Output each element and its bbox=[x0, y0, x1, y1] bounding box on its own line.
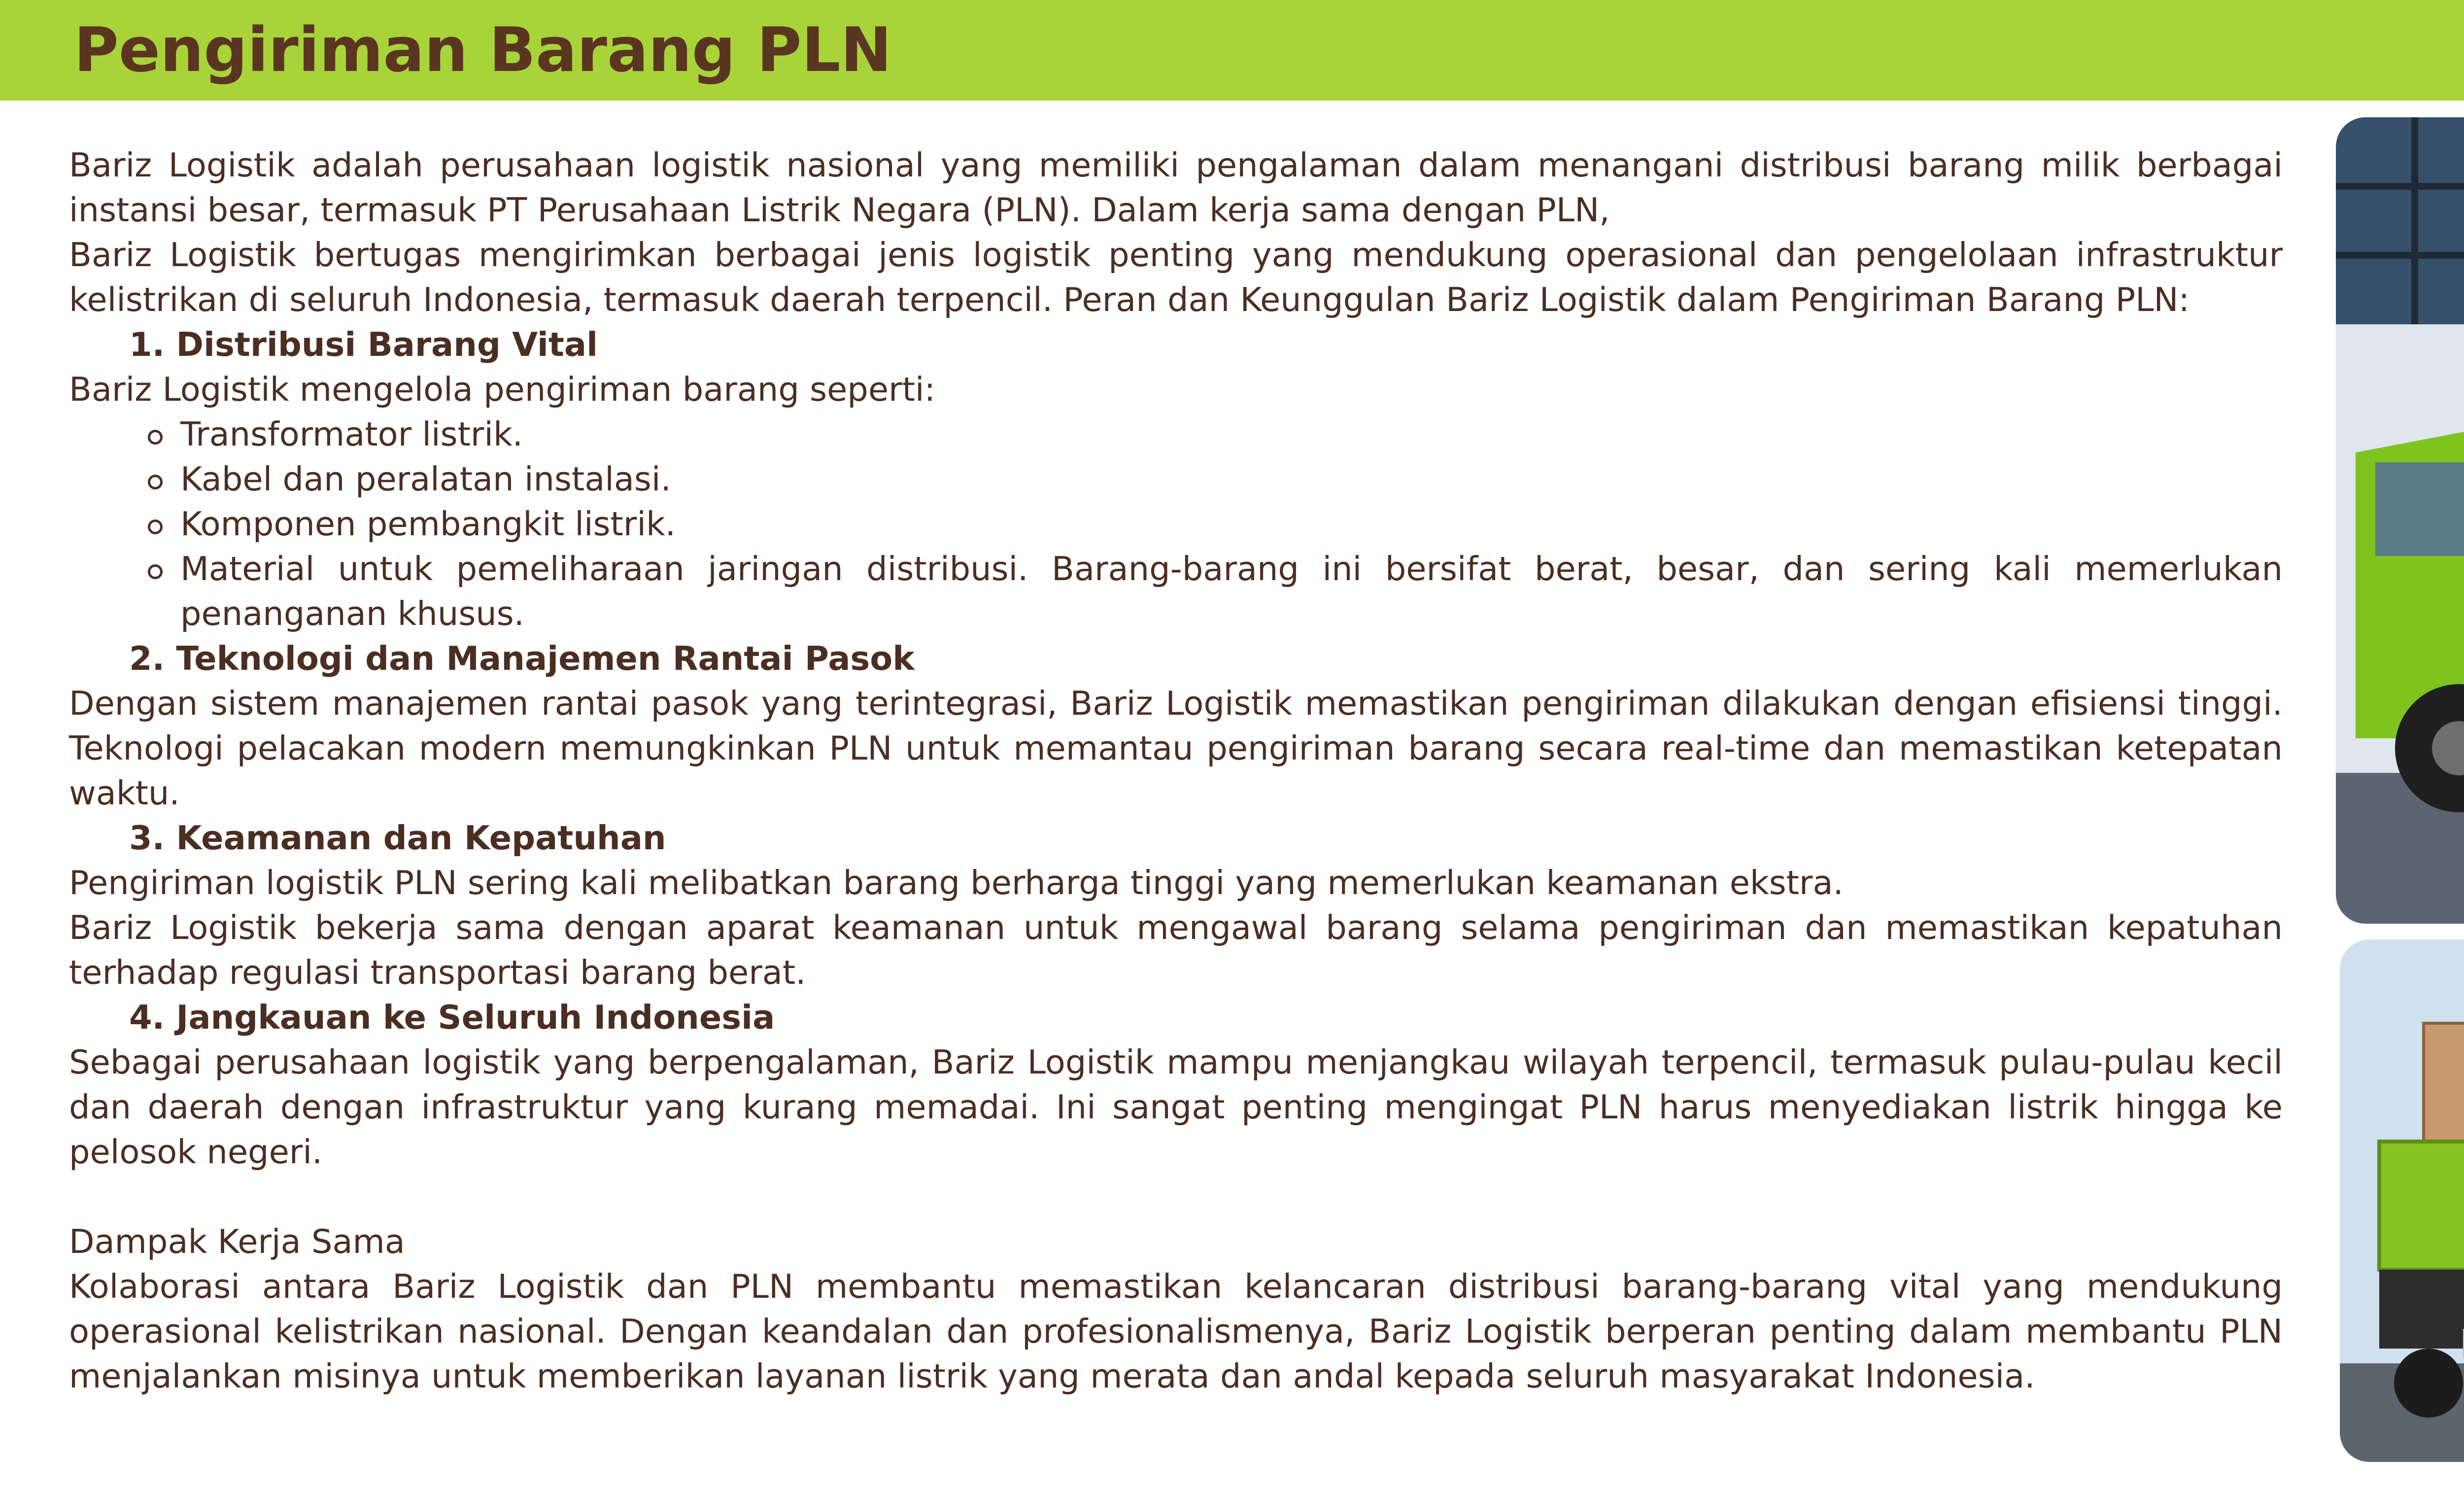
truck-rear-photo bbox=[2340, 939, 2464, 1462]
main-truck-photo bbox=[2336, 117, 2464, 924]
section-heading-teknologi: 2. Teknologi dan Manajemen Rantai Pasok bbox=[129, 639, 915, 678]
section-lead-distribusi: Bariz Logistik mengelola pengiriman barang seperti: bbox=[69, 370, 936, 409]
impact-text: Kolaborasi antara Bariz Logistik dan PLN membantu memastikan kelancaran distribusi barang-barang vital yang mendukung operasional kelistrikan nasional. Dengan keandalan dan profesionalismenya, Bariz Logistik berperan penting dalam membantu PLN menjalankan misinya untuk memberikan layanan listrik yang merata dan andal kepada seluruh masyarakat Indonesia. bbox=[69, 1267, 2283, 1395]
section-heading-keamanan: 3. Keamanan dan Kepatuhan bbox=[129, 819, 666, 857]
goods-list bbox=[69, 412, 2283, 636]
article-body bbox=[69, 143, 2283, 1399]
section-text-jangkauan: Sebagai perusahaan logistik yang berpengalaman, Bariz Logistik mampu menjangkau wilayah terpencil, termasuk pulau-pulau kecil dan daerah dengan infrastruktur yang kurang memadai. Ini sangat penting mengingat PLN harus menyediakan listrik hingga ke pelosok negeri. bbox=[69, 1043, 2283, 1171]
list-item: Material untuk pemeliharaan jaringan distribusi. Barang-barang ini bersifat berat, besar, dan sering kali memerlukan penanganan khusus. bbox=[180, 547, 2283, 636]
section-text-keamanan-1: Pengiriman logistik PLN sering kali melibatkan barang berharga tinggi yang memerlukan keamanan ekstra. bbox=[69, 864, 1844, 902]
page-header bbox=[0, 0, 2464, 101]
spacer bbox=[69, 1175, 2283, 1219]
list-item: Transformator listrik. bbox=[180, 412, 2283, 457]
section-heading-distribusi: 1. Distribusi Barang Vital bbox=[129, 325, 598, 364]
intro-paragraph-2: Bariz Logistik bertugas mengirimkan berbagai jenis logistik penting yang mendukung operasional dan pengelolaan infrastruktur kelistrikan di seluruh Indonesia, termasuk daerah terpencil. Peran dan Keunggulan Bariz Logistik dalam Pengiriman Barang PLN: bbox=[69, 236, 2283, 319]
list-item: Komponen pembangkit listrik. bbox=[180, 502, 2283, 547]
section-text-teknologi: Dengan sistem manajemen rantai pasok yang terintegrasi, Bariz Logistik memastikan pengiriman dilakukan dengan efisiensi tinggi. Teknologi pelacakan modern memungkinkan PLN untuk memantau pengiriman barang secara real-time dan memastikan ketepatan waktu. bbox=[69, 684, 2283, 812]
truck-rear-illustration bbox=[2340, 939, 2464, 1462]
truck-loading-illustration bbox=[2336, 117, 2464, 924]
list-item: Kabel dan peralatan instalasi. bbox=[180, 457, 2283, 502]
section-heading-jangkauan: 4. Jangkauan ke Seluruh Indonesia bbox=[129, 998, 775, 1037]
intro-paragraph-1: Bariz Logistik adalah perusahaan logistik nasional yang memiliki pengalaman dalam menangani distribusi barang milik berbagai instansi besar, termasuk PT Perusahaan Listrik Negara (PLN). Dalam kerja sama dengan PLN, bbox=[69, 146, 2283, 229]
page-title: Pengiriman Barang PLN bbox=[74, 15, 892, 86]
impact-heading: Dampak Kerja Sama bbox=[69, 1222, 405, 1261]
section-text-keamanan-2: Bariz Logistik bekerja sama dengan aparat keamanan untuk mengawal barang selama pengiriman dan memastikan kepatuhan terhadap regulasi transportasi barang berat. bbox=[69, 908, 2283, 992]
